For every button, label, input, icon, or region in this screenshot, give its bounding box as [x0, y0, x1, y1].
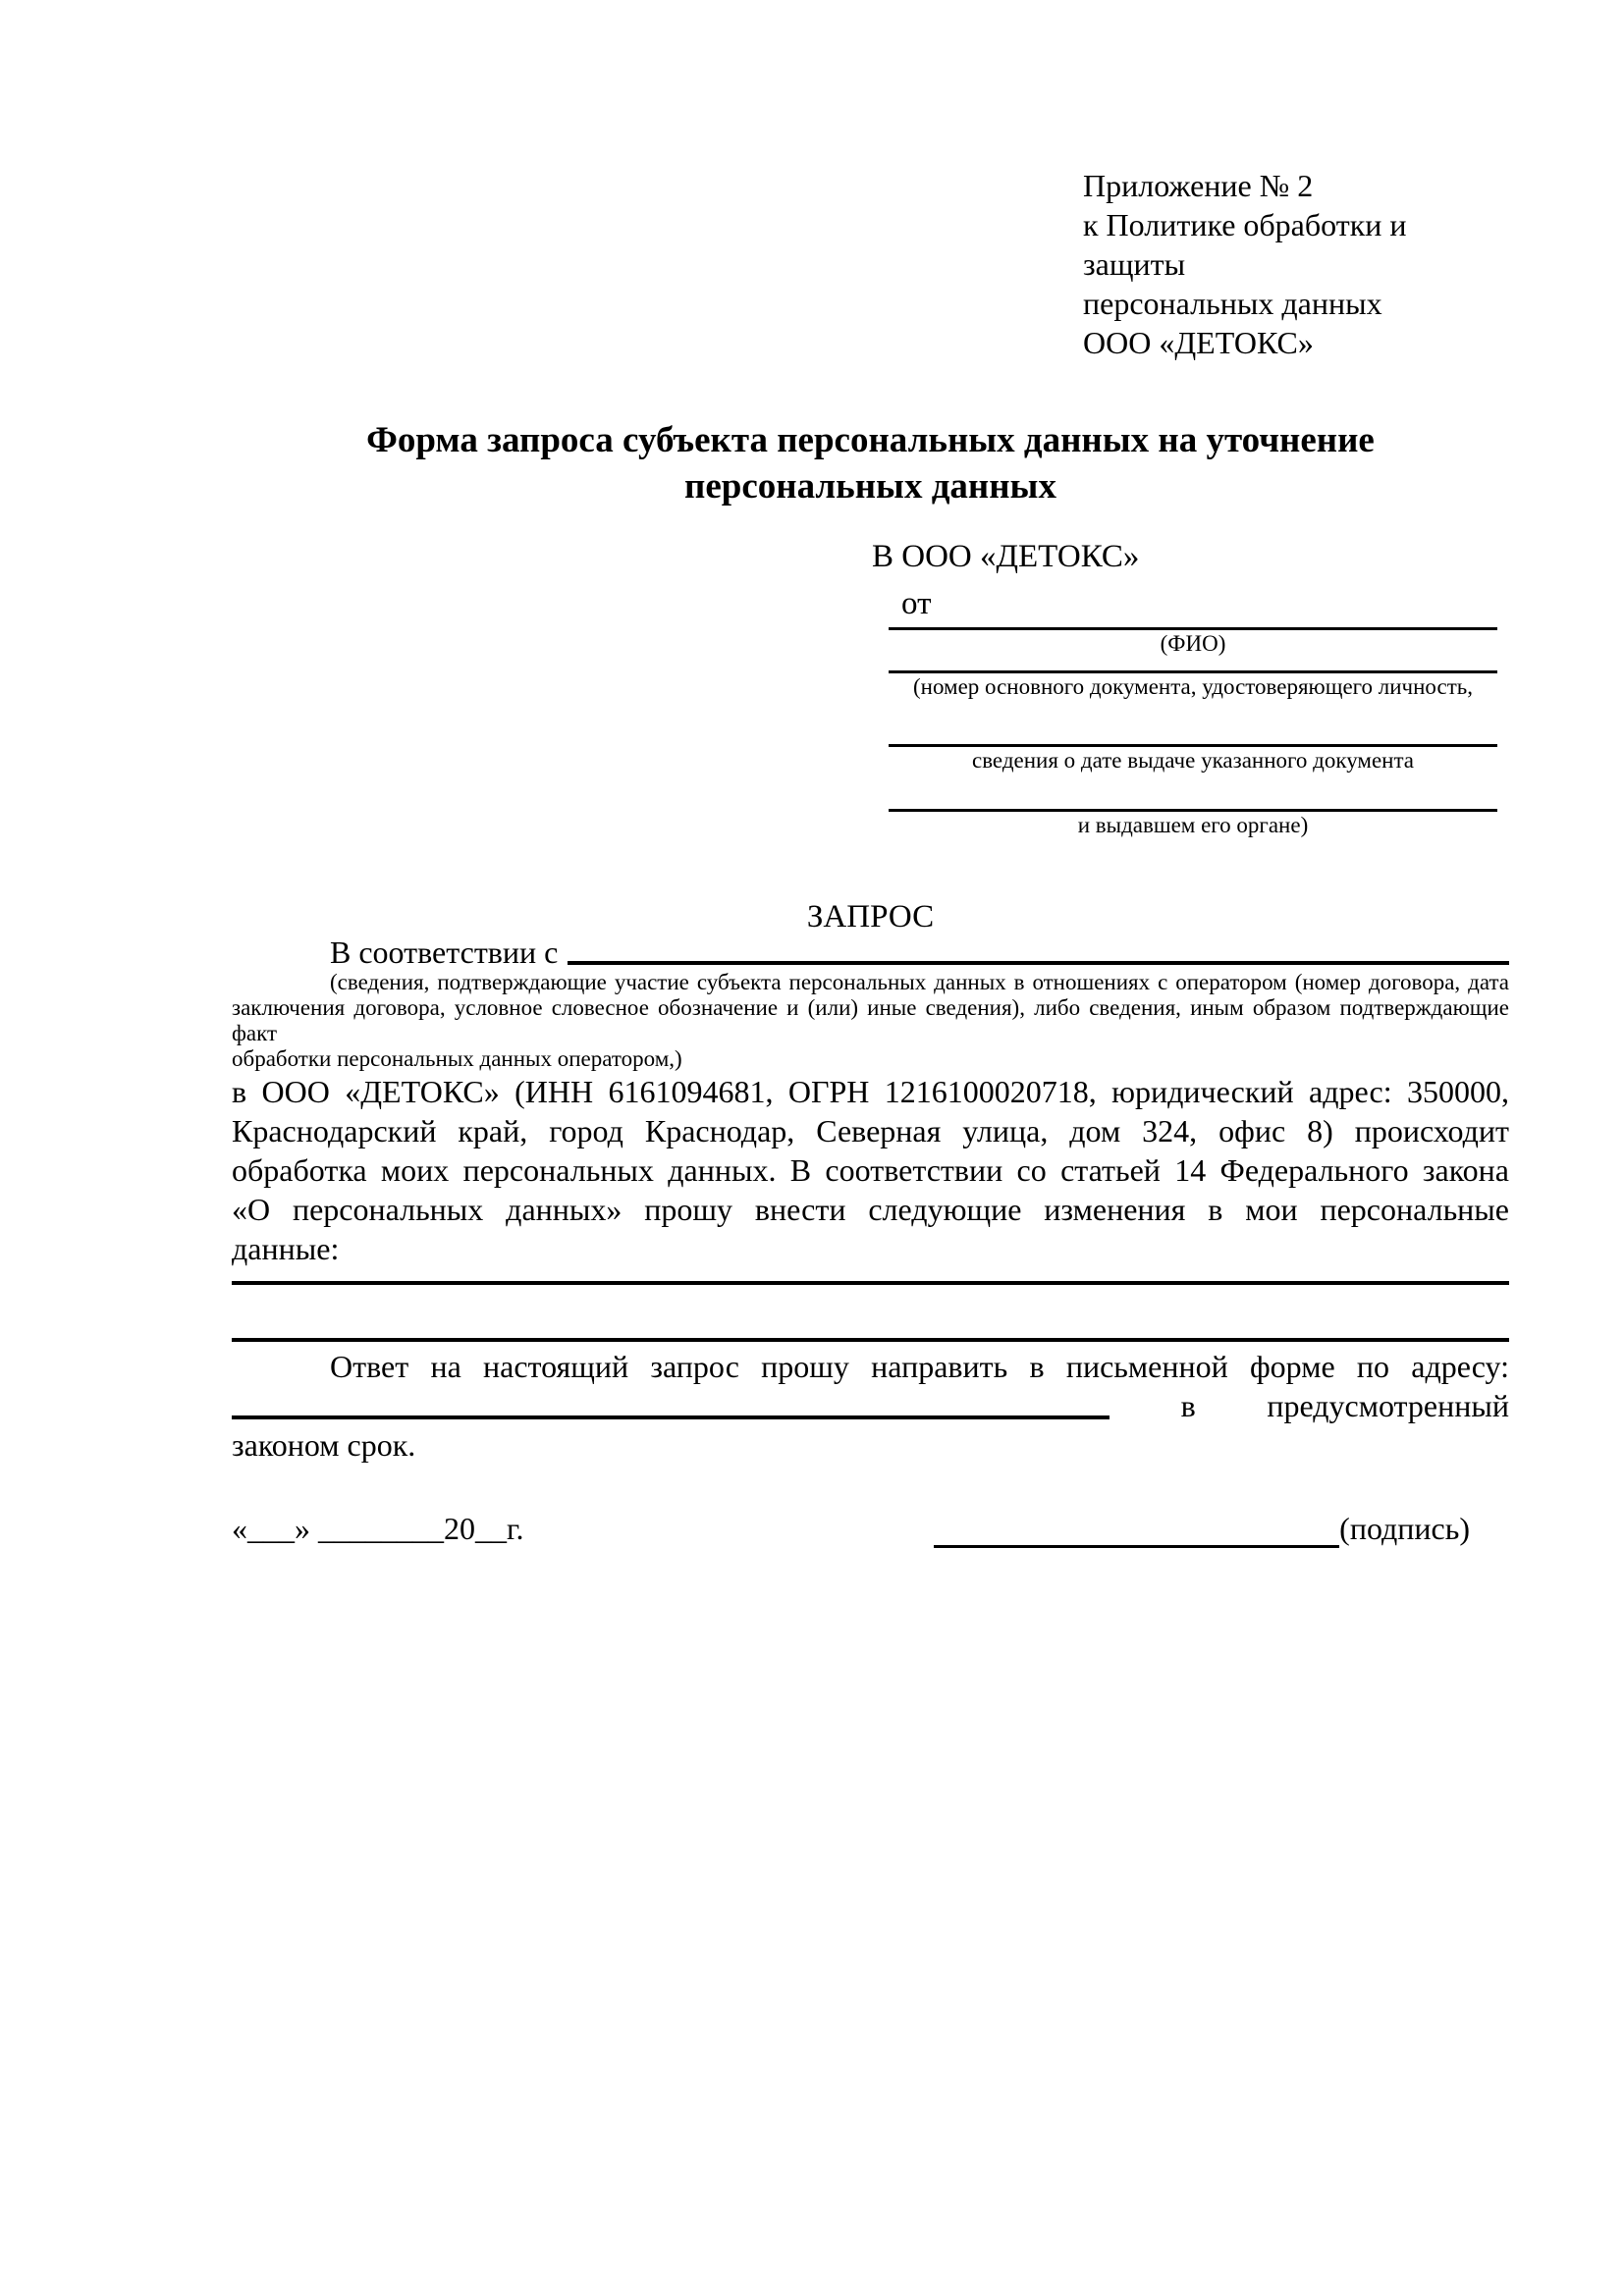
reply-word-in: в — [1180, 1388, 1196, 1423]
addressee-block — [232, 537, 1509, 838]
reply-line-3: законом срок. — [232, 1427, 416, 1463]
addressee-fillin-fields — [889, 623, 1497, 838]
appendix-line: ООО «ДЕТОКС» — [1083, 325, 1314, 360]
reply-paragraph — [232, 1347, 1509, 1465]
note-line: заключения договора, условное словесное обозначение и (или) иные сведения), либо сведения, иным образом подтверждающие факт — [232, 995, 1509, 1045]
reply-word-term: предусмотренный — [1267, 1388, 1509, 1423]
signature-row — [232, 1509, 1509, 1548]
body-line: Краснодарский край, город Краснодар, Северная улица, дом 324, офис 8) происходит — [232, 1113, 1509, 1148]
changes-fill-line-2 — [232, 1285, 1509, 1342]
form-title-line: персональных данных — [684, 466, 1056, 507]
form-title — [232, 417, 1509, 509]
addressee-from-label: от — [901, 586, 932, 621]
fillin-label-document: (номер основного документа, удостоверяющего личность, — [912, 674, 1473, 699]
note-line: обработки персональных данных оператором,) — [232, 1046, 682, 1071]
fillin-line-document — [889, 657, 1497, 673]
body-line: данные: — [232, 1231, 340, 1266]
changes-fill-line-1 — [232, 1268, 1509, 1285]
intro-prefix-label: В соответствии с — [330, 934, 559, 970]
fillin-label-issuer: и выдавшем его органе) — [1077, 813, 1309, 837]
note-line: (сведения, подтверждающие участие субъекта персональных данных в отношениях с оператором (номер договора, дата — [330, 970, 1509, 994]
appendix-line: Приложение № 2 — [1083, 168, 1314, 203]
request-heading: ЗАПРОС — [806, 899, 935, 934]
date-blank: «___» ________20__г. — [232, 1511, 524, 1546]
body-paragraph — [232, 1072, 1509, 1268]
reply-line-2 — [232, 1386, 1509, 1425]
signature-label: (подпись) — [1339, 1511, 1470, 1546]
appendix-line: к Политике обработки и защиты — [1083, 207, 1407, 282]
note-paragraph — [232, 970, 1509, 1072]
intro-line — [232, 934, 1509, 970]
appendix-line: персональных данных — [1083, 286, 1382, 321]
body-line: в ООО «ДЕТОКС» (ИНН 6161094681, ОГРН 1216100020718, юридический адрес: 350000, — [232, 1074, 1509, 1109]
reply-line-1: Ответ на настоящий запрос прошу направить в письменной форме по адресу: — [330, 1349, 1509, 1384]
appendix-block — [1083, 166, 1509, 362]
fillin-label-issue-date: сведения о дате выдаче указанного документа — [971, 748, 1415, 773]
fillin-line-fio — [889, 623, 1497, 630]
form-title-line: Форма запроса субъекта персональных данных на уточнение — [366, 420, 1375, 460]
signature-fill-line — [934, 1512, 1339, 1548]
signature-group — [934, 1509, 1470, 1548]
address-fill-line — [232, 1415, 1110, 1419]
addressee-to: В ООО «ДЕТОКС» — [872, 539, 1140, 574]
fillin-label-fio: (ФИО) — [1160, 631, 1226, 656]
body-line: «О персональных данных» прошу внести следующие изменения в мои персональные — [232, 1192, 1509, 1227]
fillin-line-issue-date — [889, 700, 1497, 747]
fillin-line-issuer — [889, 774, 1497, 812]
intro-fill-line — [568, 961, 1509, 965]
body-line: обработка моих персональных данных. В соответствии со статьей 14 Федерального закона — [232, 1152, 1509, 1188]
